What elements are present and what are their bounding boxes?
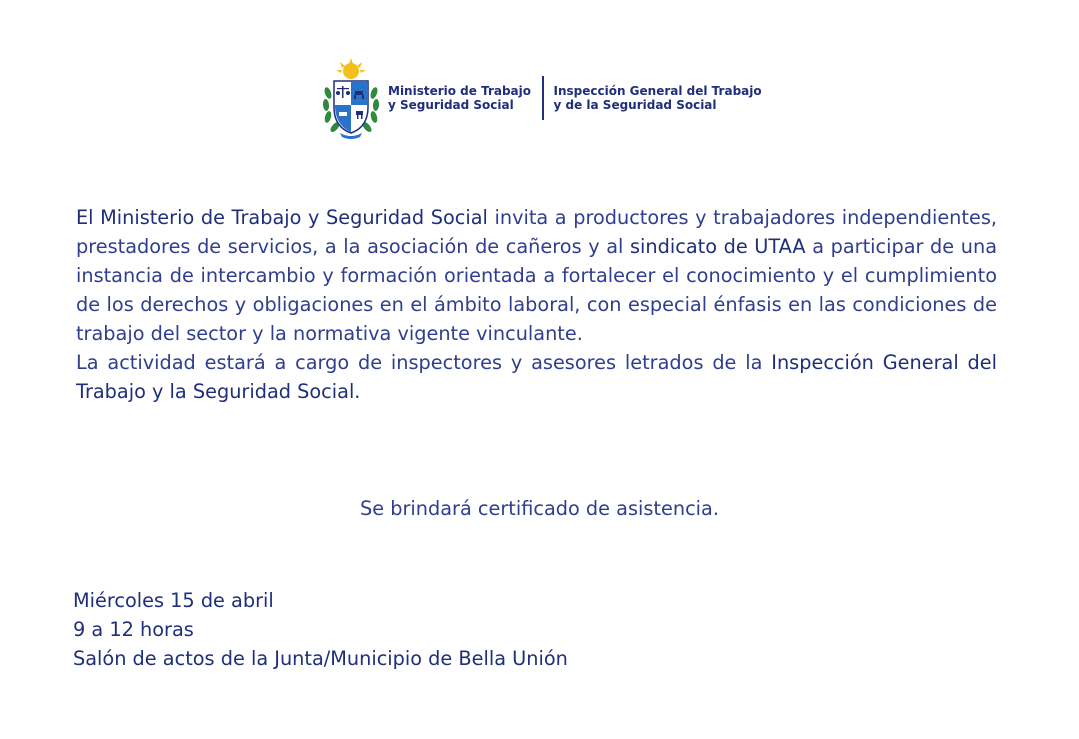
certificate-note: Se brindará certificado de asistencia. [360,497,719,520]
ministry-name [388,84,538,112]
event-date: Miércoles 15 de abril [73,589,274,612]
activity-text: La actividad estará a cargo de inspectores y asesores letrados de la [76,351,772,374]
inspection-mention: Inspección General del Trabajo y la Seguridad Social. [76,351,997,403]
union-mention: sindicato de UTAA [630,235,806,258]
inspection-name-line-1: Inspección General del Trabajo [553,84,762,98]
uruguay-coat-of-arms-icon [320,57,382,139]
header [320,56,774,140]
ministry-name-line-2: y Seguridad Social [388,98,514,112]
ministry-name-line-1: Ministerio de Trabajo [388,84,532,98]
ministry-mention: El Ministerio de Trabajo y Seguridad Social [76,206,488,229]
event-time: 9 a 12 horas [73,618,194,641]
event-details [73,586,568,673]
invitation-body [76,203,997,406]
invitation-text-b: a participar de una instancia de intercambio y formación orientada a fortalecer el conocimiento y el cumplimiento de los derechos y obligaciones en el ámbito laboral, con especial énfasis en las condiciones de trabajo del sector y la normativa vigente vinculante. [76,235,998,345]
header-divider [542,76,544,120]
invitation-text-a: invita a productores y trabajadores independientes, prestadores de servicios, a la asociación de cañeros y al [76,206,997,258]
inspection-name [554,84,774,112]
invitation-paragraph-2 [76,348,997,406]
inspection-name-line-2: y de la Seguridad Social [553,98,717,112]
event-place: Salón de actos de la Junta/Municipio de Bella Unión [73,647,568,670]
invitation-paragraph-1 [76,203,997,348]
